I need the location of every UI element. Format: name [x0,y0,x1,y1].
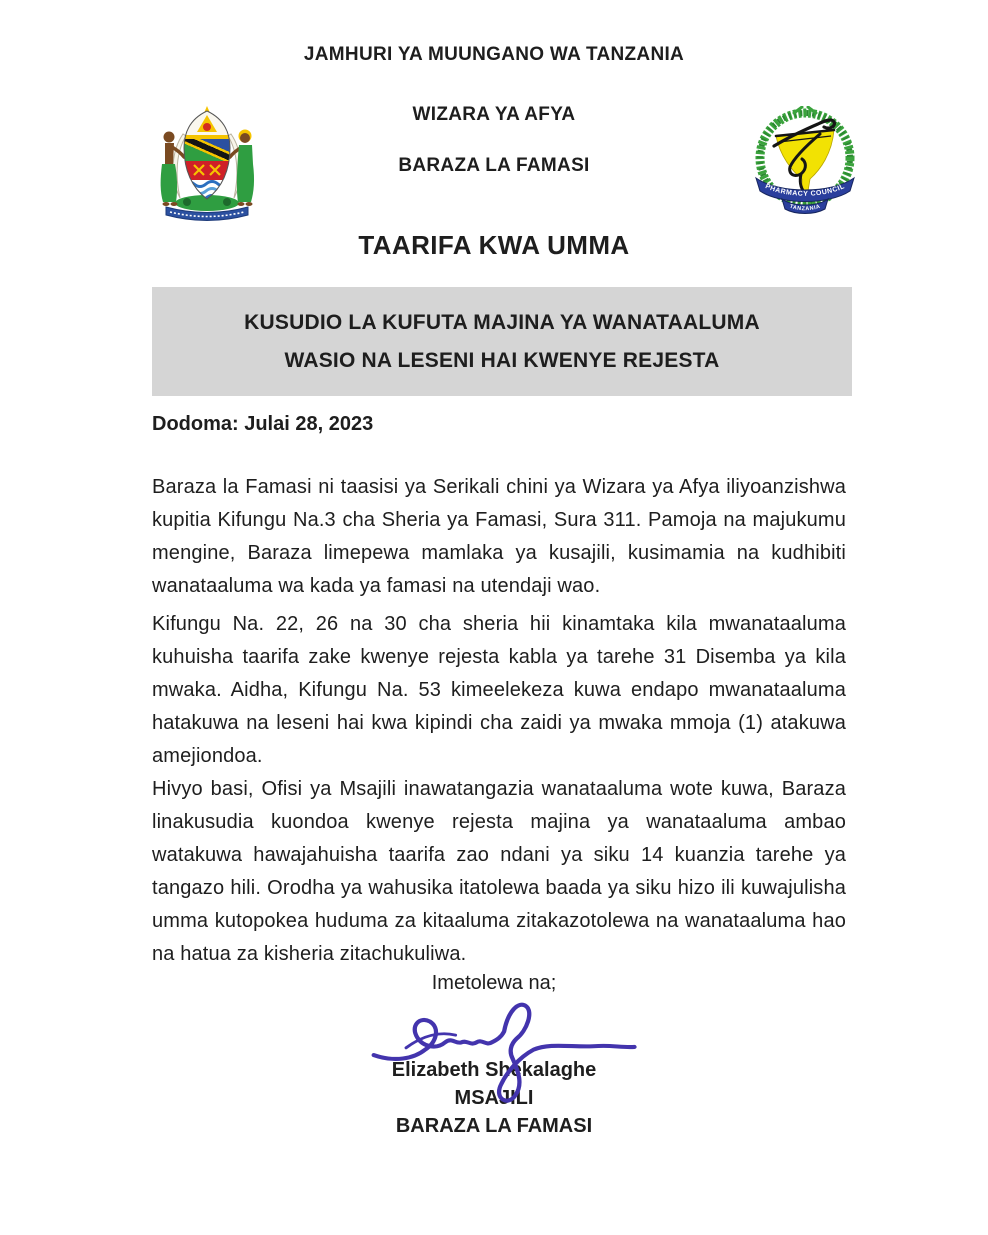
signatory-organization: BARAZA LA FAMASI [395,1115,593,1137]
dateline: Dodoma: Julai 28, 2023 [152,413,374,435]
signatory-block [0,1056,988,1140]
header-council: BARAZA LA FAMASI [398,155,590,176]
paragraph-1: Baraza la Famasi ni taasisi ya Serikali chini ya Wizara ya Afya iliyoanzishwa kupitia Kifungu Na.3 cha Sheria ya Famasi, Sura 311. Pamoja na majukumu mengine, Baraza limepewa mamlaka ya kusajili, kusimamia na kudhibiti wanataaluma wa kada ya famasi na utendaji wao. [152,476,846,597]
pharmacy-council-logo-icon [744,106,866,221]
header-ministry: WIZARA YA AFYA [412,104,576,125]
header-country: JAMHURI YA MUUNGANO WA TANZANIA [303,44,685,65]
paragraph-2: Kifungu Na. 22, 26 na 30 cha sheria hii kinamtaka kila mwanataaluma kuhuisha taarifa zake kwenye rejesta kabla ya tarehe 31 Disemba ya kila mwaka. Aidha, Kifungu Na. 53 kimeelekeza kuwa endapo mwanataaluma hatakuwa na leseni hai kwa kipindi cha zaidi ya mwaka mmoja (1) atakuwa amejiondoa. [152,613,846,767]
tanzania-coat-of-arms-icon [146,106,268,224]
pharmacy-banner-text: PHARMACY COUNCIL [764,183,846,198]
pharmacy-banner-country: TANZANIA [788,203,822,213]
issued-by-label: Imetolewa na; [431,972,557,994]
page-title: TAARIFA KWA UMMA [358,230,630,260]
notice-heading-box [152,287,852,396]
paragraph-3: Hivyo basi, Ofisi ya Msajili inawatangazia wanataaluma wote kuwa, Baraza linakusudia kuondoa kwenye rejesta majina ya wanataaluma ambao watakuwa hawajahuisha taarifa zao ndani ya siku 14 kuanzia tarehe ya tangazo hili. Orodha ya wahusika itatolewa baada ya siku hizo ili kuwajulisha umma kutopokea huduma za kitaaluma zitakazotolewa na wanataaluma hao na hatua za kisheria zitachukuliwa. [152,778,846,965]
signatory-name: Elizabeth Shekalaghe [391,1059,597,1081]
notice-heading-line2: WASIO NA LESENI HAI KWENYE REJESTA [284,348,720,372]
notice-heading-line1: KUSUDIO LA KUFUTA MAJINA YA WANATAALUMA [244,310,760,334]
signatory-role: MSAJILI [454,1087,534,1109]
